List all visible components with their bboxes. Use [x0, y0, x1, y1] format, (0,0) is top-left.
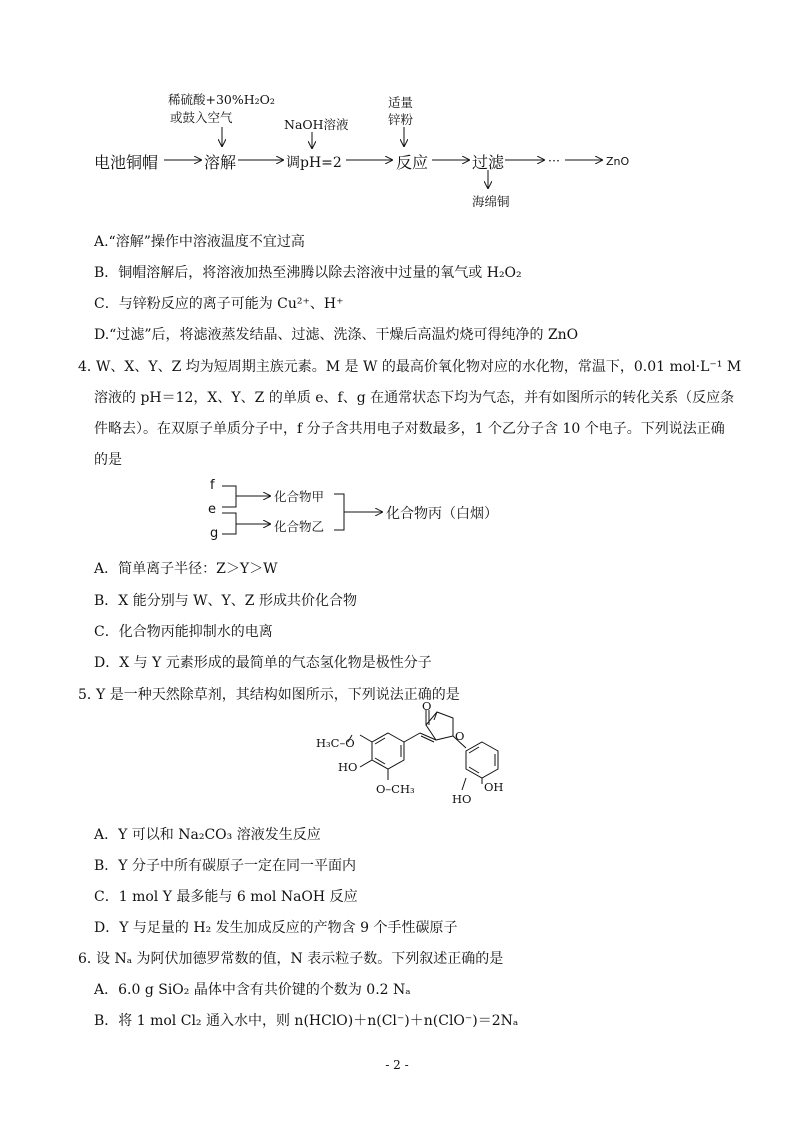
label-f: f	[210, 478, 215, 493]
q4-number: 4．	[78, 359, 101, 375]
q6-option-a: A．6.0 g SiO₂ 晶体中含有共价键的个数为 0.2 Nₐ	[94, 982, 411, 998]
step-copper-cap: 电池铜帽	[94, 153, 159, 172]
q6-number: 6．	[78, 951, 101, 967]
reagent-1-line1: 稀硫酸+30%H₂O₂	[168, 92, 275, 107]
reagent-2: NaOH溶液	[284, 117, 349, 132]
q3-option-d: D.“过滤”后，将滤液蒸发结晶、过滤、洗涤、干燥后高温灼烧可得纯净的 ZnO	[94, 327, 579, 343]
byproduct-sponge-copper: 海绵铜	[472, 194, 510, 209]
q4-stem-line-3: 件略去）。在双原子单质分子中，f 分子含共用电子对数最多，1 个乙分子含 10 个电子。下列说法正确	[94, 421, 725, 437]
q5-option-c: C．1 mol Y 最多能与 6 mol NaOH 反应	[94, 889, 358, 905]
q3-option-b: B．铜帽溶解后，将溶液加热至沸腾以除去溶液中过量的氧气或 H₂O₂	[94, 265, 522, 281]
q5-option-a: A．Y 可以和 Na₂CO₃ 溶液发生反应	[94, 827, 321, 843]
q4-option-c: C．化合物丙能抑制水的电离	[94, 624, 273, 640]
reagent-3-line2: 锌粉	[388, 112, 414, 127]
q5-number: 5．	[78, 687, 101, 703]
q5-option-d: D．Y 与足量的 H₂ 发生加成反应的产物含 9 个手性碳原子	[94, 920, 458, 936]
compound-bing: 化合物丙（白烟）	[386, 506, 498, 522]
label-ho-right: HO	[452, 792, 472, 806]
step-filter: 过滤	[472, 153, 505, 172]
q5-option-b: B．Y 分子中所有碳原子一定在同一平面内	[94, 858, 356, 874]
label-g: g	[210, 526, 219, 541]
q4-stem-line-4: 的是	[94, 452, 122, 468]
q3-option-a: A.“溶解”操作中溶液温度不宜过高	[94, 234, 305, 250]
compound-yi: 化合物乙	[274, 519, 325, 534]
label-e: e	[208, 502, 216, 517]
page-number: - 2 -	[385, 1058, 409, 1072]
q3-option-c: C．与锌粉反应的离子可能为 Cu²⁺、H⁺	[94, 296, 344, 312]
q5-stem: Y 是一种天然除草剂，其结构如图所示，下列说法正确的是	[96, 687, 460, 703]
label-oh-right: OH	[484, 780, 504, 794]
label-ho-left: HO	[338, 760, 358, 774]
q4-option-d: D．X 与 Y 元素形成的最简单的气态氢化物是极性分子	[94, 655, 432, 671]
step-ellipsis: ···	[548, 153, 560, 168]
reagent-3-line1: 适量	[388, 95, 414, 110]
step-react: 反应	[396, 153, 429, 172]
label-och3: O–CH₃	[376, 782, 415, 796]
q4-option-b: B．X 能分别与 W、Y、Z 形成共价化合物	[94, 593, 357, 609]
q6-option-b: B．将 1 mol Cl₂ 通入水中，则 n(HClO)＋n(Cl⁻)＋n(ClO⁻)＝2Nₐ	[94, 1013, 519, 1029]
step-dissolve: 溶解	[204, 153, 237, 172]
step-adjust-ph: 调pH=2	[286, 155, 342, 171]
label-carbonyl-o: O	[422, 699, 432, 713]
label-ring-o: O	[455, 729, 465, 743]
q6-stem: 设 Nₐ 为阿伏加德罗常数的值，N 表示粒子数。下列叙述正确的是	[96, 951, 504, 967]
q4-stem-line-2: 溶液的 pH＝12，X、Y、Z 的单质 e、f、g 在通常状态下均为气态，并有如图所示的转化关系（反应条	[94, 390, 735, 406]
reagent-1-line2: 或鼓入空气	[170, 110, 233, 125]
compound-jia: 化合物甲	[274, 489, 325, 504]
label-h3co: H₃C–O	[316, 736, 355, 750]
q4-option-a: A．简单离子半径：Z＞Y＞W	[94, 561, 278, 577]
step-zno: ZnO	[606, 155, 630, 168]
q4-stem-line-1: W、X、Y、Z 均为短周期主族元素。M 是 W 的最高价氧化物对应的水化物，常温下，0.01 mol·L⁻¹ M	[96, 359, 742, 375]
